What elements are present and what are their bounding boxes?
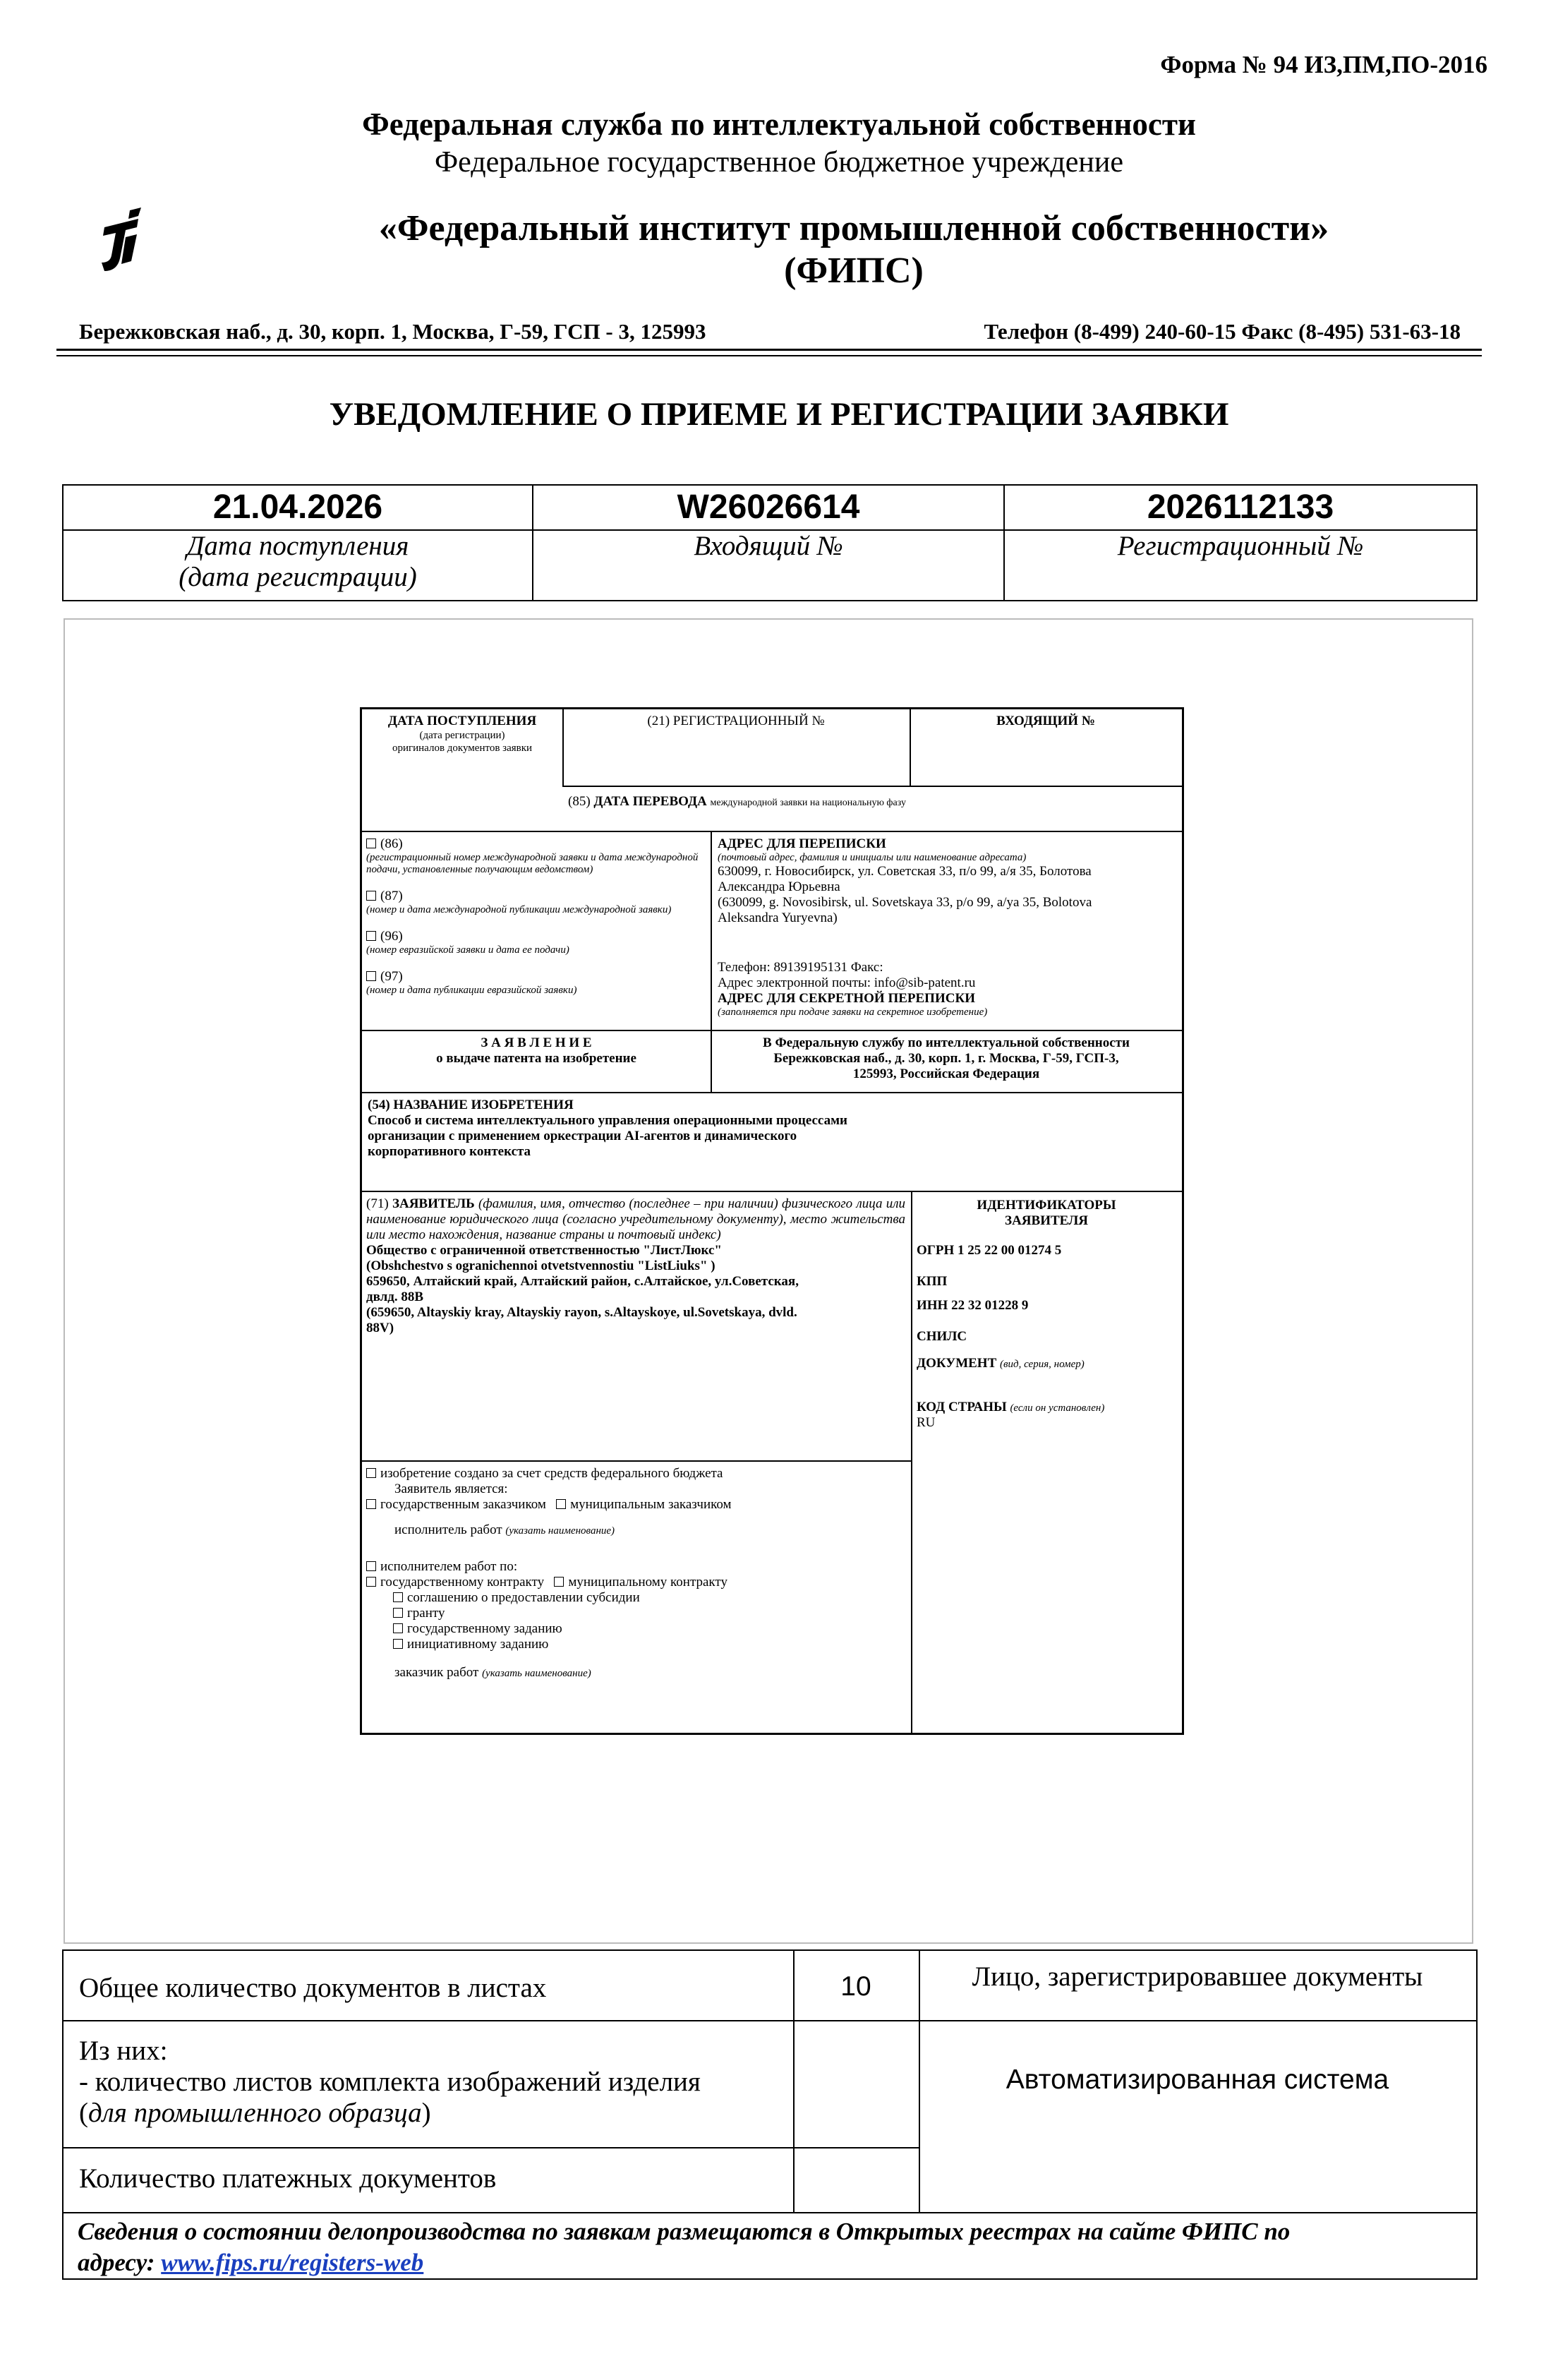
payment-docs-label: Количество платежных документов [79,2163,497,2194]
checkbox[interactable] [393,1623,403,1633]
checkbox[interactable] [556,1499,566,1509]
corr-sub: (почтовый адрес, фамилия и инициалы или наименование адресата) [718,852,1027,863]
initiative-task: инициативному заданию [407,1637,549,1652]
institution-full-name: «Федеральный институт промышленной собственности» [378,208,1329,248]
field-86: (86) [380,836,403,851]
inn: ИНН 22 32 01228 9 [917,1298,1029,1313]
institution-phone-fax: Телефон (8-499) 240-60-15 Факс (8-495) 531-63-18 [984,319,1461,344]
registry-note-prefix: адресу: [78,2249,162,2276]
paren-open: ( [79,2098,88,2128]
checkbox[interactable] [366,1561,376,1571]
industrial-design: для промышленного образца [88,2098,422,2128]
budget-text: изобретение создано за счет средств федерального бюджета [380,1466,723,1481]
transfer-field [568,794,906,811]
checkbox[interactable] [366,839,376,848]
country-sub: (если он установлен) [1010,1402,1105,1414]
field-96-sub: (номер евразийской заявки и дата ее подачи) [366,944,569,956]
state-customer: государственным заказчиком [380,1497,546,1512]
contractor: исполнитель работ [394,1522,502,1537]
state-contract: государственному контракту [380,1575,545,1589]
checkbox[interactable] [366,971,376,981]
recipient-line3: 125993, Российская Федерация [852,1066,1040,1081]
transfer-sub: международной заявки на национальную фазу [710,798,906,808]
date-cell [64,486,533,600]
ogrn: ОГРН 1 25 22 00 01274 5 [917,1243,1062,1258]
corr-line2: Александра Юрьевна [718,879,840,894]
form-code: Форма № 94 ИЗ,ПМ,ПО-2016 [1160,51,1487,78]
kpp: КПП [917,1274,948,1289]
grid-line [64,2020,1476,2021]
reg-cell [1005,486,1476,600]
applicant-line1: Общество с ограниченной ответственностью "ЛистЛюкс" [366,1243,722,1258]
field-97: (97) [380,969,403,984]
field-87-sub: (номер и дата международной публикации международной заявки) [366,904,672,915]
invention-title-line3: корпоративного контекста [368,1144,531,1159]
field-86-sub: (регистрационный номер международной заявки и дата международной подачи, установленные получающим ведомством) [366,852,699,875]
customer-sub: (указать наименование) [482,1668,591,1679]
total-sheets-value: 10 [840,1971,871,2002]
checkbox[interactable] [366,931,376,941]
contractor-sub: (указать наименование) [505,1525,615,1537]
institution-address: Бережковская наб., д. 30, корп. 1, Москва, Г-59, ГСП - 3, 125993 [79,319,706,344]
reg-no-heading: (21) РЕГИСТРАЦИОННЫЙ № [647,714,825,728]
applicant-line4: двлд. 88В [366,1290,424,1304]
applicant-is: Заявитель является: [394,1482,508,1496]
incoming-value: W26026614 [677,488,860,526]
total-sheets-label: Общее количество документов в листах [79,1973,547,2003]
corr-phone: Телефон: 89139195131 Факс: [718,960,883,975]
secret-heading: АДРЕС ДЛЯ СЕКРЕТНОЙ ПЕРЕПИСКИ [718,991,976,1006]
field-96: (96) [380,929,403,944]
fips-logo-icon [97,206,147,277]
date-label-line2: (дата регистрации) [179,562,417,592]
corr-line4: Aleksandra Yuryevna) [718,910,838,925]
document-sub: (вид, серия, номер) [1000,1359,1085,1370]
checkbox[interactable] [554,1577,564,1587]
date-label [64,531,532,593]
country-heading: КОД СТРАНЫ [917,1400,1007,1414]
identifiers-heading1: ИДЕНТИФИКАТОРЫ [977,1198,1116,1213]
field-97-sub: (номер и дата публикации евразийской заявки) [366,985,577,996]
grid-line [64,2147,919,2148]
application-heading-block [362,1090,711,1095]
invention-title-heading: (54) НАЗВАНИЕ ИЗОБРЕТЕНИЯ [368,1098,574,1112]
receipt-sub1: (дата регистрации) [419,730,505,741]
applicant-heading: ЗАЯВИТЕЛЬ [392,1196,475,1211]
grid-line [362,1030,1182,1031]
grid-line [562,786,1182,787]
header-rule-thin [56,355,1482,356]
incoming-label: Входящий № [694,531,843,561]
paren-close: ) [421,2098,431,2128]
corr-line3: (630099, g. Novosibirsk, ul. Sovetskaya 33, p/o 99, a/ya 35, Bolotova [718,895,1092,910]
reg-value: 2026112133 [1147,488,1334,526]
checkbox[interactable] [366,1468,376,1478]
receipt-heading: ДАТА ПОСТУПЛЕНИЯ [387,714,537,728]
performer: исполнителем работ по: [380,1559,518,1574]
applicant-sub: (фамилия, имя, отчество (последнее – при наличии) физического лица или наименование юридического лица (согласно учредительному документу), место жительства или место нахождения, название страны и почтовый индекс) [366,1196,906,1242]
checkbox[interactable] [393,1639,403,1649]
image-sheets-line1: - количество листов комплекта изображений изделия [79,2067,701,2097]
grid-line [911,1191,912,1733]
applicant-code: (71) [366,1196,389,1211]
grid-line [362,1191,1182,1192]
corr-heading: АДРЕС ДЛЯ ПЕРЕПИСКИ [718,836,886,851]
checkbox[interactable] [393,1608,403,1618]
invention-title-line2: организации с применением оркестрации AI-агентов и динамического [368,1129,797,1143]
municipal-customer: муниципальным заказчиком [570,1497,732,1512]
transfer-heading: ДАТА ПЕРЕВОДА [593,794,707,809]
incoming-heading: ВХОДЯЩИЙ № [996,714,1095,728]
application-heading: З А Я В Л Е Н И Е [481,1035,592,1050]
corr-email: Адрес электронной почты: info@sib-patent.ru [718,975,976,990]
table-divider [64,529,1476,531]
checkbox[interactable] [366,1499,376,1509]
checkbox[interactable] [366,1577,376,1587]
applicant-line2: (Obshchestvo s ogranichennoi otvetstvennostiu "ListLiuks" ) [366,1258,715,1273]
institution-type: Федеральное государственное бюджетное учреждение [434,146,1123,179]
fips-registers-link[interactable]: www.fips.ru/registers-web [161,2249,424,2276]
state-task: государственному заданию [407,1621,562,1636]
grant: гранту [407,1606,445,1621]
registered-by-value: Автоматизированная система [1006,2065,1389,2095]
document-heading: ДОКУМЕНТ [917,1356,997,1371]
institution-name [162,208,1545,292]
date-value: 21.04.2026 [212,488,383,526]
image-sheets-block [79,2036,785,2129]
applicant-line5: (659650, Altayskiy kray, Altayskiy rayon, s.Altayskoye, ul.Sovetskaya, dvld. [366,1305,797,1320]
recipient-line1: В Федеральную службу по интеллектуальной собственности [763,1035,1130,1050]
country-value: RU [917,1415,936,1430]
date-label-line1: Дата поступления [186,531,409,561]
of-them: Из них: [79,2036,168,2066]
subsidy: соглашению о предоставлении субсидии [407,1590,640,1605]
application-sub: о выдаче патента на изобретение [436,1051,636,1066]
registered-by-label: Лицо, зарегистрировавшее документы [972,1961,1423,1992]
grid-line [362,1460,911,1462]
applicant-line3: 659650, Алтайский край, Алтайский район, с.Алтайское, ул.Советская, [366,1274,799,1289]
grid-line [362,831,1182,832]
header-rule-thick [56,349,1482,351]
agency-name: Федеральная служба по интеллектуальной собственности [362,107,1196,142]
corr-line1: 630099, г. Новосибирск, ул. Советская 33, п/о 99, а/я 35, Болотова [718,864,1092,879]
notice-title: УВЕДОМЛЕНИЕ О ПРИЕМЕ И РЕГИСТРАЦИИ ЗАЯВКИ [329,396,1229,433]
identifiers-heading2: ЗАЯВИТЕЛЯ [1005,1213,1088,1228]
checkbox[interactable] [393,1592,403,1602]
institution-abbr: (ФИПС) [784,251,924,291]
snils: СНИЛС [917,1329,967,1344]
registry-note [78,2216,1461,2278]
transfer-code: (85) [568,794,591,809]
application-form-image [360,707,1184,1735]
grid-line [64,2212,1476,2213]
reg-label: Регистрационный № [1117,531,1364,561]
customer: заказчик работ [394,1665,479,1680]
municipal-contract: муниципальному контракту [568,1575,727,1589]
recipient-line2: Бережковская наб., д. 30, корп. 1, г. Москва, Г-59, ГСП-3, [773,1051,1119,1066]
receipt-sub2: оригиналов документов заявки [392,743,533,754]
applicant-line6: 88V) [366,1321,394,1335]
registration-table [62,484,1478,601]
checkbox[interactable] [366,891,376,901]
incoming-cell [533,486,1005,600]
invention-title-line1: Способ и система интеллектуального управления операционными процессами [368,1113,847,1128]
registry-note-line1: Сведения о состоянии делопроизводства по заявкам размещаются в Открытых реестрах на сайте ФИПС по [78,2218,1291,2245]
secret-sub: (заполняется при подаче заявки на секретное изобретение) [718,1006,988,1018]
field-87: (87) [380,889,403,903]
